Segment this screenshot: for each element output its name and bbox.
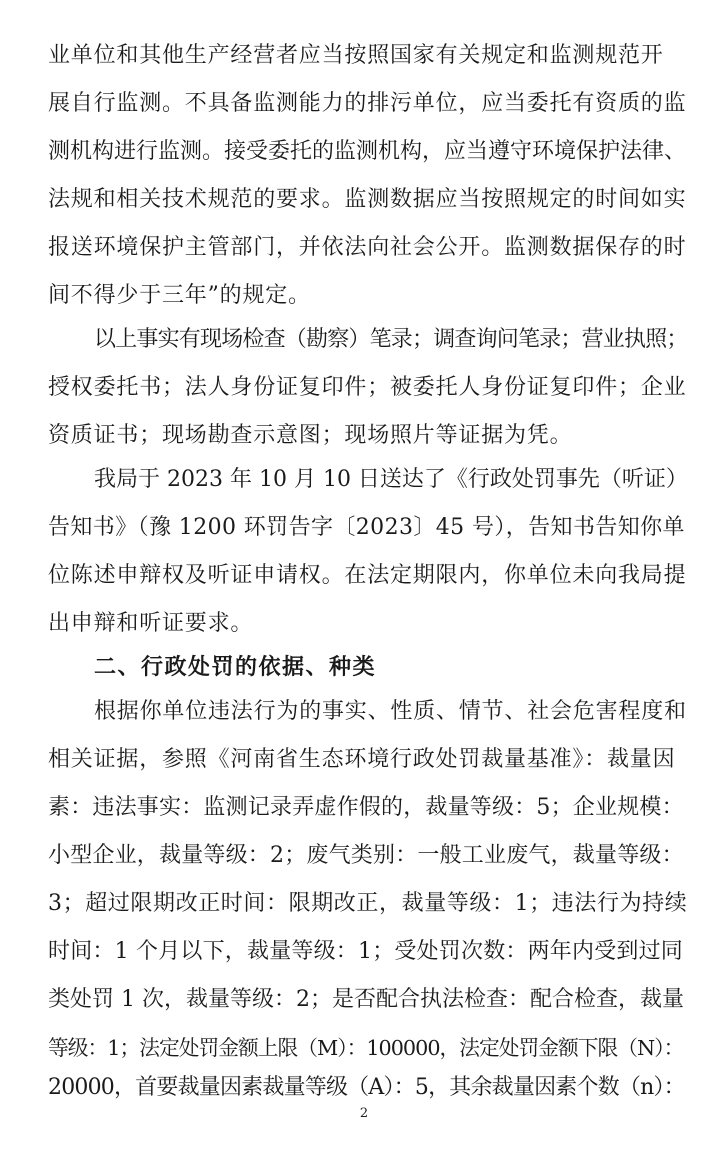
paragraph-first-line: 我局于 2023 年 10 月 10 日送达了《行政处罚事先（听证）	[94, 467, 688, 492]
text-line: 告知书》（豫 1200 环罚告字〔2023〕45 号），告知书告知你单	[48, 515, 685, 540]
text-line: 展自行监测。不具备监测能力的排污单位，应当委托有资质的监	[48, 91, 687, 116]
text-line: 测机构进行监测。接受委托的监测机构，应当遵守环境保护法律、	[48, 139, 687, 164]
text-line: 20000，首要裁量因素裁量等级（A）：5，其余裁量因素个数（n）：	[48, 1075, 685, 1100]
text-line: 时间：1 个月以下，裁量等级：1；受处罚次数：两年内受到过同	[48, 939, 683, 964]
page-number: 2	[359, 1106, 369, 1121]
text-line: 资质证书；现场勘查示意图；现场照片等证据为凭。	[48, 423, 573, 448]
text-line: 报送环境保护主管部门，并依法向社会公开。监测数据保存的时	[48, 235, 687, 260]
text-line: 等级：1；法定处罚金额上限（M）：100000，法定处罚金额下限（N）：	[48, 1036, 684, 1060]
paragraph-first-line: 根据你单位违法行为的事实、性质、情节、社会危害程度和	[94, 699, 687, 724]
text-line: 位陈述申辩权及听证申请权。在法定期限内，你单位未向我局提	[48, 563, 687, 588]
text-line: 授权委托书；法人身份证复印件；被委托人身份证复印件；企业	[48, 375, 687, 400]
text-line: 业单位和其他生产经营者应当按照国家有关规定和监测规范开	[48, 43, 664, 68]
text-line: 相关证据，参照《河南省生态环境行政处罚裁量基准》：裁量因	[48, 747, 676, 772]
text-line: 3；超过限期改正时间：限期改正，裁量等级：1；违法行为持续	[48, 891, 688, 916]
paragraph-first-line: 以上事实有现场检查（勘察）笔录；调查询问笔录；营业执照；	[94, 327, 688, 352]
text-line: 出申辩和听证要求。	[48, 611, 254, 636]
section-heading: 二、行政处罚的依据、种类	[94, 655, 377, 680]
text-line: 小型企业，裁量等级：2；废气类别：一般工业废气，裁量等级：	[48, 843, 684, 868]
text-line: 法规和相关技术规范的要求。监测数据应当按照规定的时间如实	[48, 187, 687, 212]
text-line: 素：违法事实：监测记录弄虚作假的，裁量等级：5；企业规模：	[48, 795, 684, 820]
text-line: 类处罚 1 次，裁量等级：2；是否配合执法检查：配合检查，裁量	[48, 987, 684, 1012]
text-line: 间不得少于三年”的规定。	[48, 283, 311, 308]
